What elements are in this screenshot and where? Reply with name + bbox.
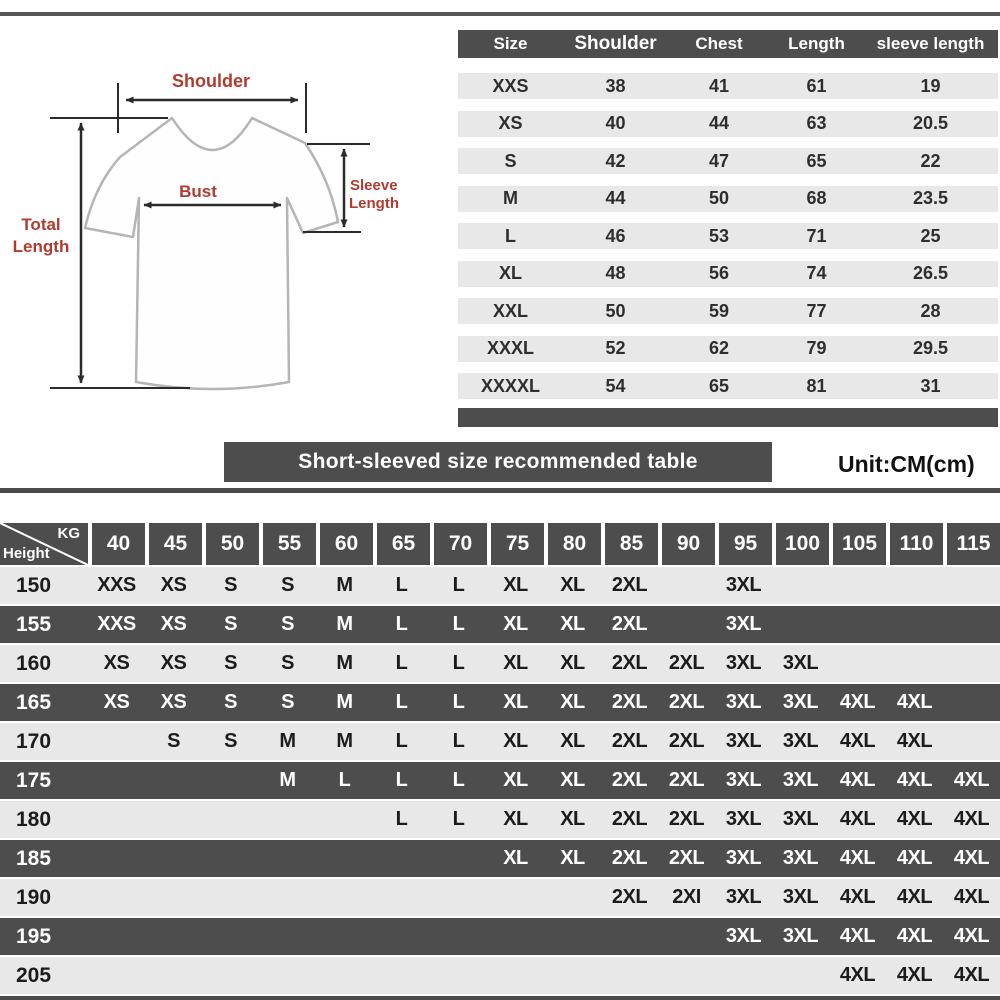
bust-label: Bust: [179, 182, 217, 201]
recommended-size-cell: L: [452, 808, 465, 830]
recommended-size-cell: XL: [503, 574, 528, 596]
recommended-size-cell: [943, 684, 1000, 721]
total-length-label-line2: Length: [12, 237, 70, 256]
recommended-size-cell: [202, 879, 259, 916]
size-column-header: Size: [493, 34, 528, 53]
recommended-size-cell: 4XL: [896, 964, 933, 986]
recommended-size-cell: XL: [503, 652, 528, 674]
recommended-size-cell: 4XL: [896, 691, 933, 713]
weight-header-cell: 100: [776, 523, 829, 565]
recommended-size-cell: L: [452, 574, 465, 596]
weight-header-cell: 90: [662, 523, 715, 565]
recommended-size-cell: 3XL: [725, 925, 762, 947]
height-label: 180: [16, 807, 52, 831]
size-value: 23.5: [912, 188, 949, 208]
recommended-size-cell: L: [452, 613, 465, 635]
recommended-size-cell: 3XL: [725, 613, 762, 635]
size-value: 61: [806, 75, 827, 96]
recommended-size-cell: 3XL: [725, 808, 762, 830]
recommendation-row: [0, 879, 1000, 916]
size-table-row: [458, 336, 998, 362]
recommended-size-cell: [943, 567, 1000, 604]
recommended-size-cell: L: [452, 769, 465, 791]
tshirt-measurement-diagram: [0, 30, 450, 430]
recommendation-row: [0, 606, 1000, 643]
size-value: 77: [806, 300, 827, 321]
recommended-size-cell: 4XL: [953, 769, 990, 791]
height-label: 185: [16, 846, 52, 870]
size-table-row: [458, 73, 998, 99]
recommended-size-cell: 3XL: [725, 730, 762, 752]
size-value: 74: [806, 263, 827, 283]
recommended-size-cell: [829, 645, 886, 682]
size-value: 25: [920, 225, 941, 246]
recommended-size-cell: [658, 918, 715, 955]
recommended-size-cell: XL: [503, 769, 528, 791]
size-table-row: [458, 223, 998, 249]
recommended-size-cell: 4XL: [953, 847, 990, 869]
weight-header-cell: 40: [92, 523, 145, 565]
size-table-row: [458, 298, 998, 324]
weight-header-cell: 95: [719, 523, 772, 565]
recommended-size-cell: [886, 567, 943, 604]
recommended-size-cell: L: [395, 808, 408, 830]
recommended-size-cell: 2XI: [672, 886, 701, 908]
recommended-size-cell: 4XL: [953, 808, 990, 830]
recommended-size-cell: XXS: [97, 574, 136, 596]
recommended-size-cell: 2XL: [611, 652, 648, 674]
recommended-size-cell: [487, 879, 544, 916]
recommended-size-cell: 2XL: [611, 691, 648, 713]
size-column-header: Length: [788, 34, 845, 53]
size-value: 46: [605, 225, 626, 246]
height-label: 205: [16, 963, 52, 987]
size-value: 50: [708, 188, 730, 208]
recommended-size-cell: S: [281, 613, 294, 635]
recommended-size-cell: S: [224, 730, 237, 752]
recommended-size-cell: 3XL: [725, 574, 762, 596]
recommended-size-cell: XS: [160, 613, 187, 635]
size-label: XXXXL: [480, 375, 541, 396]
recommended-size-cell: XL: [560, 613, 585, 635]
recommended-size-cell: [145, 957, 202, 994]
weight-header-cell: 55: [263, 523, 316, 565]
recommended-size-cell: 3XL: [782, 847, 819, 869]
recommended-size-cell: XL: [560, 652, 585, 674]
recommended-size-cell: [88, 723, 145, 760]
recommended-size-cell: [145, 840, 202, 877]
size-table-row: [458, 186, 998, 212]
recommended-size-cell: 2XL: [611, 847, 648, 869]
recommended-size-cell: 4XL: [839, 886, 876, 908]
height-label: 190: [16, 885, 52, 909]
size-value: 59: [708, 300, 730, 321]
recommended-size-cell: [601, 957, 658, 994]
size-value: 44: [708, 113, 730, 133]
size-value: 53: [708, 225, 730, 246]
size-value: 28: [920, 300, 941, 321]
recommended-size-cell: [316, 957, 373, 994]
size-table-row: [458, 111, 998, 137]
unit-label: Unit:CM(cm): [838, 451, 975, 477]
recommended-size-cell: [943, 723, 1000, 760]
size-value: 52: [605, 338, 626, 358]
recommended-size-cell: [259, 840, 316, 877]
weight-header-cell: 110: [890, 523, 943, 565]
recommendation-row: [0, 567, 1000, 604]
recommended-size-cell: S: [281, 574, 294, 596]
sleeve-length-label-line1: Sleeve: [350, 177, 398, 194]
recommended-size-cell: [145, 879, 202, 916]
recommended-size-cell: S: [224, 574, 237, 596]
recommended-size-cell: 2XL: [668, 769, 705, 791]
recommended-size-cell: [202, 918, 259, 955]
weight-header-cell: 105: [833, 523, 886, 565]
recommended-size-cell: [487, 957, 544, 994]
recommended-size-cell: [886, 645, 943, 682]
size-value: 62: [708, 338, 730, 358]
recommended-size-cell: 4XL: [953, 925, 990, 947]
recommended-size-cell: [487, 918, 544, 955]
recommended-size-cell: M: [279, 769, 296, 791]
recommendation-row: [0, 723, 1000, 760]
recommendation-row: [0, 957, 1000, 994]
size-value: 22: [920, 150, 941, 171]
recommended-size-cell: [88, 879, 145, 916]
recommended-size-cell: S: [224, 613, 237, 635]
shoulder-label: Shoulder: [171, 71, 251, 91]
recommended-size-cell: S: [224, 652, 237, 674]
recommended-size-cell: [259, 801, 316, 838]
recommended-size-cell: 2XL: [611, 808, 648, 830]
recommendation-row: [0, 840, 1000, 877]
section-divider-line: [0, 488, 1000, 493]
recommended-size-cell: M: [336, 730, 353, 752]
size-value: 79: [806, 338, 827, 358]
recommended-size-cell: 2XL: [611, 730, 648, 752]
height-label: 160: [16, 651, 52, 675]
bottom-edge-strip: [0, 996, 1000, 1000]
recommended-size-cell: 4XL: [839, 769, 876, 791]
recommended-size-cell: XS: [160, 652, 187, 674]
size-label: S: [504, 150, 517, 171]
recommended-size-cell: 3XL: [725, 769, 762, 791]
corner-height-label: Height: [3, 545, 50, 562]
recommended-size-cell: [829, 606, 886, 643]
recommended-size-cell: 3XL: [725, 691, 762, 713]
recommended-size-cell: L: [395, 730, 408, 752]
recommended-size-cell: 4XL: [839, 730, 876, 752]
recommended-size-cell: 2XL: [611, 769, 648, 791]
recommended-size-cell: XL: [560, 808, 585, 830]
recommended-size-cell: [886, 606, 943, 643]
recommended-size-cell: M: [279, 730, 296, 752]
size-value: 41: [708, 75, 730, 96]
recommended-size-cell: 3XL: [782, 886, 819, 908]
recommended-size-cell: 3XL: [782, 652, 819, 674]
size-table: [458, 30, 998, 427]
size-value: 40: [605, 113, 626, 133]
recommended-size-cell: [88, 840, 145, 877]
top-divider-line: [0, 12, 1000, 16]
recommended-size-cell: XS: [103, 691, 130, 713]
recommended-size-cell: [316, 879, 373, 916]
recommended-size-cell: [430, 918, 487, 955]
recommended-size-cell: 4XL: [896, 925, 933, 947]
recommended-size-cell: 4XL: [953, 886, 990, 908]
size-column-header: sleeve length: [876, 34, 985, 53]
recommended-size-cell: [430, 879, 487, 916]
recommended-size-cell: [829, 567, 886, 604]
size-table-row: [458, 261, 998, 287]
recommended-size-cell: L: [395, 574, 408, 596]
weight-header-cell: 50: [206, 523, 259, 565]
recommended-size-cell: 2XL: [611, 886, 648, 908]
recommended-size-cell: 4XL: [896, 730, 933, 752]
recommended-size-cell: 3XL: [725, 847, 762, 869]
height-label: 155: [16, 612, 52, 636]
size-value: 38: [605, 75, 626, 96]
recommended-size-cell: [145, 801, 202, 838]
size-value: 54: [605, 375, 626, 396]
recommended-size-cell: S: [281, 652, 294, 674]
recommended-size-cell: 3XL: [782, 808, 819, 830]
recommended-size-cell: 3XL: [782, 925, 819, 947]
recommended-size-cell: [88, 957, 145, 994]
recommended-size-cell: 2XL: [668, 847, 705, 869]
recommended-size-cell: M: [336, 652, 353, 674]
recommended-size-cell: XL: [560, 691, 585, 713]
recommended-size-cell: XL: [503, 691, 528, 713]
recommendation-table-header: [0, 523, 1000, 565]
height-label: 195: [16, 924, 52, 948]
corner-cell: [0, 523, 88, 565]
height-label: 175: [16, 768, 52, 792]
recommended-size-cell: [316, 840, 373, 877]
size-column-header: Shoulder: [574, 33, 657, 54]
height-label: 150: [16, 573, 52, 597]
size-value: 71: [806, 225, 827, 246]
total-length-label-line1: Total: [21, 215, 61, 234]
recommended-size-cell: 2XL: [611, 574, 648, 596]
recommended-size-cell: [373, 918, 430, 955]
recommended-size-cell: 3XL: [725, 886, 762, 908]
recommended-size-cell: [658, 957, 715, 994]
recommended-size-cell: 2XL: [668, 652, 705, 674]
weight-header-cell: 65: [377, 523, 430, 565]
weight-header-cell: 60: [320, 523, 373, 565]
recommended-size-cell: [544, 957, 601, 994]
size-value: 56: [708, 263, 730, 283]
recommended-size-cell: [658, 567, 715, 604]
recommended-size-cell: XS: [160, 574, 187, 596]
size-table-bottom-bar: [458, 408, 998, 427]
weight-header-cell: 75: [491, 523, 544, 565]
recommended-size-cell: [772, 567, 829, 604]
weight-header-cell: 85: [605, 523, 658, 565]
recommended-size-cell: [772, 957, 829, 994]
recommended-size-cell: [145, 918, 202, 955]
recommended-size-cell: [772, 606, 829, 643]
recommendation-table: [0, 523, 1000, 994]
recommended-size-cell: [202, 957, 259, 994]
banner-title: Short-sleeved size recommended table: [298, 450, 698, 473]
recommended-size-cell: [259, 957, 316, 994]
recommended-size-cell: 4XL: [839, 847, 876, 869]
sleeve-length-label-line2: Length: [349, 195, 399, 212]
recommended-size-cell: [259, 879, 316, 916]
corner-kg-label: KG: [57, 525, 80, 542]
recommended-size-cell: [430, 957, 487, 994]
size-label: XXXL: [486, 338, 534, 358]
recommended-size-cell: 3XL: [725, 652, 762, 674]
recommendation-row: [0, 918, 1000, 955]
recommended-size-cell: XS: [160, 691, 187, 713]
recommended-size-cell: [88, 918, 145, 955]
size-value: 63: [806, 113, 827, 133]
recommended-size-cell: 3XL: [782, 691, 819, 713]
recommended-size-cell: M: [336, 574, 353, 596]
weight-header-cell: 115: [947, 523, 1000, 565]
size-value: 26.5: [912, 263, 949, 283]
recommended-size-cell: XL: [560, 769, 585, 791]
recommended-size-cell: L: [452, 730, 465, 752]
recommended-size-cell: [316, 918, 373, 955]
recommended-size-cell: 4XL: [839, 925, 876, 947]
size-value: 48: [605, 263, 626, 283]
recommended-size-cell: XS: [103, 652, 130, 674]
size-label: L: [505, 225, 516, 246]
recommended-size-cell: S: [167, 730, 180, 752]
recommendation-row: [0, 801, 1000, 838]
recommended-size-cell: S: [224, 691, 237, 713]
size-label: XXL: [492, 300, 528, 321]
size-table-body: [458, 73, 998, 399]
recommended-size-cell: [202, 762, 259, 799]
recommended-size-cell: 2XL: [611, 613, 648, 635]
recommended-size-cell: XXS: [97, 613, 136, 635]
height-label: 170: [16, 729, 52, 753]
recommended-size-cell: [544, 918, 601, 955]
size-value: 65: [806, 150, 827, 171]
size-label: XXS: [492, 75, 529, 96]
size-table-header: [458, 30, 998, 58]
size-value: 68: [806, 188, 827, 208]
recommended-size-cell: L: [395, 769, 408, 791]
recommended-size-cell: [943, 606, 1000, 643]
recommendation-row: [0, 645, 1000, 682]
recommended-size-cell: M: [336, 613, 353, 635]
recommendation-table-body: [0, 567, 1000, 994]
weight-header-cell: 70: [434, 523, 487, 565]
recommended-size-cell: [88, 801, 145, 838]
recommended-size-cell: 2XL: [668, 808, 705, 830]
recommended-size-cell: [601, 918, 658, 955]
size-value: 81: [806, 375, 827, 396]
recommended-size-cell: M: [336, 691, 353, 713]
banner: [224, 442, 772, 482]
recommended-size-cell: [145, 762, 202, 799]
recommended-size-cell: 4XL: [896, 847, 933, 869]
recommended-size-cell: 3XL: [782, 769, 819, 791]
recommended-size-cell: L: [395, 652, 408, 674]
recommended-size-cell: [316, 801, 373, 838]
size-value: 50: [605, 300, 626, 321]
size-value: 47: [708, 150, 730, 171]
recommended-size-cell: 4XL: [896, 769, 933, 791]
recommended-size-cell: 2XL: [668, 730, 705, 752]
recommended-size-cell: 4XL: [896, 808, 933, 830]
recommended-size-cell: [544, 879, 601, 916]
weight-header-cell: 45: [149, 523, 202, 565]
recommended-size-cell: 2XL: [668, 691, 705, 713]
size-value: 44: [605, 188, 626, 208]
tshirt-outline: [85, 118, 338, 389]
recommended-size-cell: S: [281, 691, 294, 713]
recommended-size-cell: L: [395, 613, 408, 635]
recommended-size-cell: XL: [560, 847, 585, 869]
recommended-size-cell: L: [452, 691, 465, 713]
recommended-size-cell: XL: [560, 730, 585, 752]
size-value: 20.5: [912, 113, 949, 133]
recommended-size-cell: XL: [503, 847, 528, 869]
recommended-size-cell: 4XL: [839, 964, 876, 986]
recommended-size-cell: [202, 801, 259, 838]
recommendation-row: [0, 762, 1000, 799]
size-value: 29.5: [912, 338, 949, 358]
recommended-size-cell: 4XL: [953, 964, 990, 986]
recommended-size-cell: [430, 840, 487, 877]
size-value: 19: [920, 75, 941, 96]
recommended-size-cell: L: [395, 691, 408, 713]
recommended-size-cell: [202, 840, 259, 877]
recommended-size-cell: XL: [560, 574, 585, 596]
recommended-size-cell: 3XL: [782, 730, 819, 752]
recommendation-row: [0, 684, 1000, 721]
recommended-size-cell: [88, 762, 145, 799]
recommended-size-cell: XL: [503, 808, 528, 830]
recommended-size-cell: L: [452, 652, 465, 674]
recommended-size-cell: L: [338, 769, 351, 791]
recommended-size-cell: [943, 645, 1000, 682]
size-table-row: [458, 373, 998, 399]
recommended-size-cell: 4XL: [896, 886, 933, 908]
recommended-size-cell: [373, 957, 430, 994]
size-table-row: [458, 148, 998, 174]
recommended-size-cell: [658, 606, 715, 643]
size-label: XS: [498, 113, 523, 133]
size-value: 31: [920, 375, 941, 396]
recommended-size-cell: XL: [503, 613, 528, 635]
recommended-size-cell: [373, 879, 430, 916]
size-value: 42: [605, 150, 626, 171]
size-label: M: [503, 188, 518, 208]
recommended-size-cell: XL: [503, 730, 528, 752]
recommended-size-cell: [715, 957, 772, 994]
size-value: 65: [708, 375, 730, 396]
size-label: XL: [498, 263, 522, 283]
recommended-size-cell: 4XL: [839, 691, 876, 713]
recommended-size-cell: 4XL: [839, 808, 876, 830]
recommended-size-cell: [373, 840, 430, 877]
weight-header-cell: 80: [548, 523, 601, 565]
height-label: 165: [16, 690, 52, 714]
recommended-size-cell: [259, 918, 316, 955]
size-column-header: Chest: [695, 34, 743, 53]
